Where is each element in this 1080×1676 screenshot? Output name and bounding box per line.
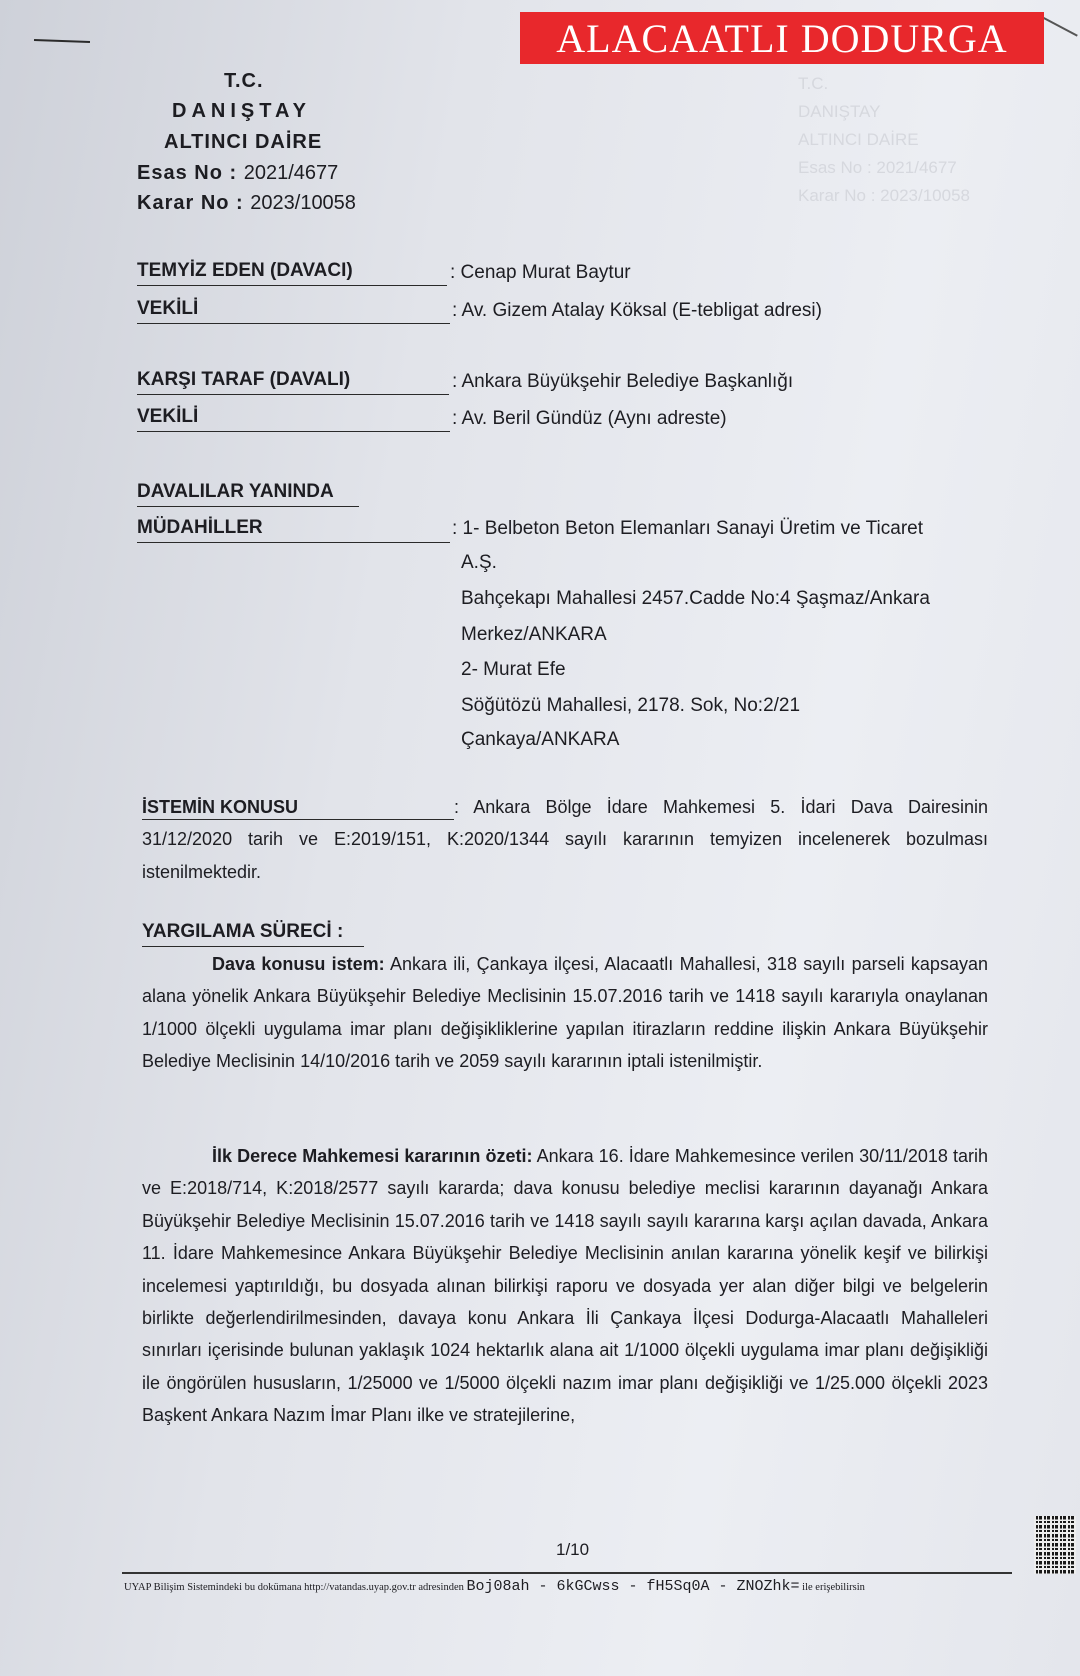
mudahil-1-name-cont: A.Ş.: [461, 552, 497, 573]
stamp-label: ALACAATLI DODURGA: [520, 12, 1044, 64]
temyiz-value: : Cenap Murat Baytur: [450, 262, 631, 283]
bleed-through-text: T.C. DANIŞTAY ALTINCI DAİRE Esas No : 2021/4677 Karar No : 2023/10058: [797, 74, 970, 205]
vekil1-label: VEKİLİ: [137, 297, 450, 324]
temyiz-label: TEMYİZ EDEN (DAVACI): [137, 259, 447, 286]
mudahil-2-address-2: Çankaya/ANKARA: [461, 729, 620, 750]
karar-value: 2023/10058: [250, 192, 356, 214]
dava-konusu-lead: Dava konusu istem:: [212, 954, 385, 974]
mudahil-2-address-1: Söğütözü Mahallesi, 2178. Sok, No:2/21: [461, 695, 801, 716]
karar-no: [137, 192, 356, 215]
vekil1-value: : Av. Gizem Atalay Köksal (E-tebligat adresi): [452, 300, 822, 321]
ilk-derece-paragraph: [142, 1140, 988, 1432]
dava-konusu-text: Ankara ili, Çankaya ilçesi, Alacaatlı Mahallesi, 318 sayılı parseli kapsayan alana yönelik Ankara Büyükşehir Belediye Meclisinin 15.07.2016 tarih ve 1418 sayılı kararıyla onaylanan 1/1000 ölçekli uygulama imar planı değişikliklerine yapılan itirazların reddine ilişkin Ankara Büyükşehir Belediye Meclisinin 14/10/2016 tarih ve 2059 sayılı kararının iptali istenilmiştir.: [142, 954, 988, 1072]
yargilama-heading: YARGILAMA SÜRECİ :: [142, 920, 364, 947]
footer-divider: [122, 1572, 1012, 1574]
footer-note: [124, 1578, 865, 1595]
footer-prefix: UYAP Bilişim Sistemindeki bu dokümana http://vatandas.uyap.gov.tr adresinden: [124, 1582, 464, 1593]
karar-label: Karar No :: [137, 192, 244, 214]
ilk-derece-lead: İlk Derece Mahkemesi kararının özeti:: [212, 1146, 533, 1166]
dava-konusu-paragraph: [142, 948, 988, 1078]
istem-label: İSTEMİN KONUSU: [142, 795, 454, 820]
mudahiller-label-2: MÜDAHİLLER: [137, 516, 450, 543]
mudahiller-label-1: DAVALILAR YANINDA: [137, 480, 359, 507]
header-chamber: ALTINCI DAİRE: [164, 131, 323, 153]
mudahil-1-name: : 1- Belbeton Beton Elemanları Sanayi Üretim ve Ticaret: [452, 518, 924, 539]
karsi-taraf-label: KARŞI TARAF (DAVALI): [137, 368, 449, 395]
esas-label: Esas No :: [137, 162, 238, 184]
ilk-derece-text: Ankara 16. İdare Mahkemesince verilen 30/11/2018 tarih ve E:2018/714, K:2018/2577 sayılı kararda; dava konusu belediye meclisi kararının dayanağı Ankara Büyükşehir Belediye Meclisinin 15.07.2016 tarih ve 1418 sayılı sayılı kararına karşı açılan davada, Ankara 11. İdare Mahkemesince Ankara Büyükşehir Belediye Meclisinin anılan kararına yönelik keşif ve bilirkişi incelemesi yaptırıldığı, bu dosyada alınan bilirkişi raporu ve dosyada yer alan diğer bilgi ve belgelerin birlikte değerlendirilmesinden, davaya konu Ankara İli Çankaya İlçesi Dodurga-Alacaatlı Mahalleleri sınırları içerisinde bulunan yaklaşık 1024 hektarlık alana ait 1/1000 ölçekli uygulama imar planı değişikliği ile öngörülen hususların, 1/25000 ve 1/5000 ölçekli nazım imar planı değişikliği ve 1/25.000 ölçekli 2023 Başkent Ankara Nazım İmar Planı ilke ve stratejilerine,: [142, 1146, 988, 1426]
karsi-taraf-value: : Ankara Büyükşehir Belediye Başkanlığı: [452, 371, 794, 392]
verification-code: Boj08ah - 6kGCwss - fH5Sq0A - ZNOZhk=: [466, 1578, 800, 1595]
page-number: 1/10: [556, 1540, 590, 1559]
header-court: DANIŞTAY: [172, 100, 311, 122]
esas-value: 2021/4677: [243, 162, 339, 184]
istem-section: [142, 791, 988, 888]
footer-suffix: ile erişebilirsin: [802, 1582, 865, 1593]
mudahil-1-address-1: Bahçekapı Mahallesi 2457.Cadde No:4 Şaşmaz/Ankara: [461, 588, 930, 609]
qr-code-icon: [1034, 1516, 1076, 1574]
esas-no: [137, 162, 338, 185]
pen-mark: [34, 39, 90, 43]
vekil2-label: VEKİLİ: [137, 405, 450, 432]
vekil2-value: : Av. Beril Gündüz (Aynı adreste): [452, 408, 727, 429]
mudahil-2-name: 2- Murat Efe: [461, 659, 566, 680]
mudahil-1-address-2: Merkez/ANKARA: [461, 624, 607, 645]
header-tc: T.C.: [224, 70, 264, 92]
istem-text: : Ankara Bölge İdare Mahkemesi 5. İdari Dava Dairesinin 31/12/2020 tarih ve E:2019/151, K:2020/1344 sayılı kararının temyizen incelenerek bozulması istenilmektedir.: [142, 797, 988, 882]
